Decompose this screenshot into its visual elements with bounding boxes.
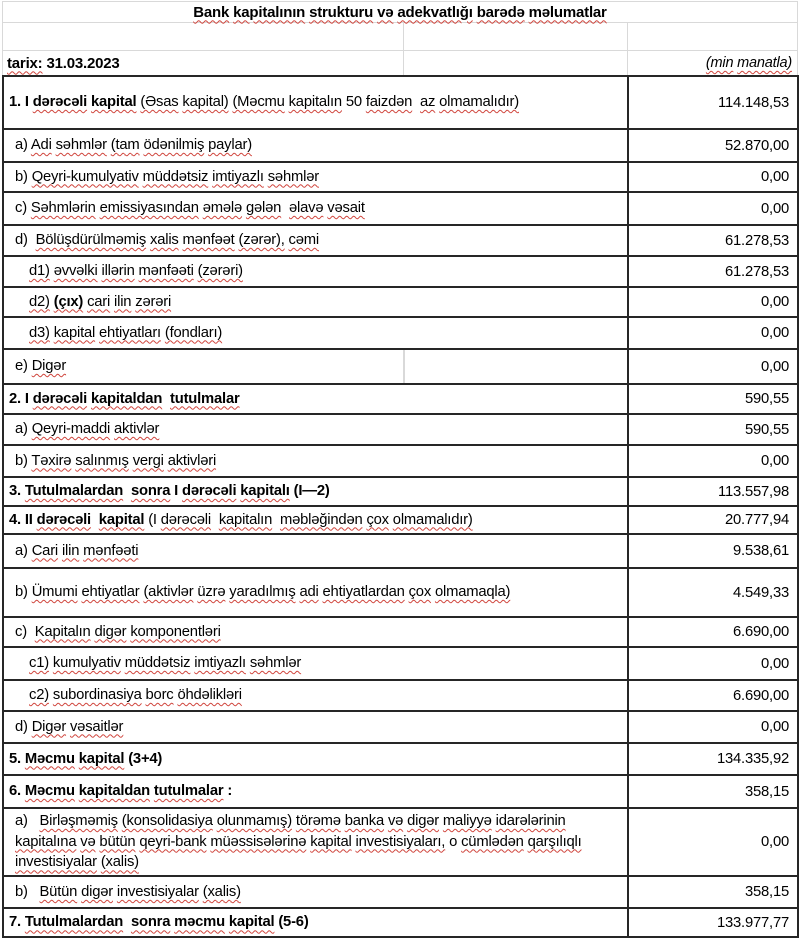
row-value: 9.538,61	[628, 534, 798, 568]
table-row	[3, 225, 798, 256]
row-value: 61.278,53	[628, 225, 798, 256]
header-cell-empty	[628, 23, 798, 51]
row-empty-cell	[404, 349, 628, 384]
table-row	[3, 647, 798, 680]
table-row	[3, 414, 798, 445]
row-value: 590,55	[628, 414, 798, 445]
table-row	[3, 617, 798, 647]
row-label: b) Ümumi ehtiyatlar (aktivlər üzrə yaradılmış adi ehtiyatlardan çox olmamaqla)	[3, 568, 628, 617]
row-label: 1. I dərəcəli kapital (Əsas kapital) (Məcmu kapitalın 50 faizdən az olmamalıdır)	[3, 76, 628, 129]
page-title: Bank kapitalının strukturu və adekvatlığı barədə məlumatlar	[3, 2, 798, 23]
row-value: 358,15	[628, 876, 798, 908]
row-label: a) Birləşməmiş (konsolidasiya olunmamış) törəmə banka və digər maliyyə idarələrinin kapitalına və bütün qeyri-bank müəssisələrinə kapital investisiyaları, o cümlədən qarşılıqlı investisiyalar (xalis)	[3, 808, 628, 876]
table-row	[3, 477, 798, 506]
table-row	[3, 256, 798, 287]
header-cell-empty	[404, 51, 628, 76]
row-value: 0,00	[628, 192, 798, 225]
table-row	[3, 908, 798, 937]
table-row	[3, 711, 798, 743]
row-label: 6. Məcmu kapitaldan tutulmalar :	[3, 775, 628, 808]
table-row	[3, 445, 798, 477]
row-value: 0,00	[628, 162, 798, 192]
row-label: c) Səhmlərin emissiyasından əmələ gələn əlavə vəsait	[3, 192, 628, 225]
table-row	[3, 534, 798, 568]
header-cell-empty	[404, 23, 628, 51]
date-row	[3, 51, 798, 76]
row-label: 4. II dərəcəli kapital (I dərəcəli kapitalın məbləğindən çox olmamalıdır)	[3, 506, 628, 534]
row-label: c) Kapitalın digər komponentləri	[3, 617, 628, 647]
row-value: 0,00	[628, 711, 798, 743]
table-row	[3, 775, 798, 808]
table-row	[3, 808, 798, 876]
row-value: 4.549,33	[628, 568, 798, 617]
row-label: a) Adi səhmlər (tam ödənilmiş paylar)	[3, 129, 628, 162]
row-label: 5. Məcmu kapital (3+4)	[3, 743, 628, 775]
table-row	[3, 349, 798, 384]
row-value: 6.690,00	[628, 617, 798, 647]
unit-note: (min manatla)	[628, 51, 798, 76]
row-label: 7. Tutulmalardan sonra məcmu kapital (5-6)	[3, 908, 628, 937]
row-label: b) Təxirə salınmış vergi aktivləri	[3, 445, 628, 477]
row-value: 590,55	[628, 384, 798, 414]
row-label: d2) (çıx) cari ilin zərəri	[3, 287, 628, 317]
row-label: 3. Tutulmalardan sonra I dərəcəli kapitalı (I—2)	[3, 477, 628, 506]
table-row	[3, 317, 798, 349]
row-value: 0,00	[628, 445, 798, 477]
row-value: 114.148,53	[628, 76, 798, 129]
table-row	[3, 76, 798, 129]
row-value: 0,00	[628, 647, 798, 680]
row-value: 0,00	[628, 808, 798, 876]
row-value: 0,00	[628, 349, 798, 384]
row-value: 20.777,94	[628, 506, 798, 534]
header-grid	[2, 1, 798, 76]
report-date: tarix: 31.03.2023	[3, 51, 404, 76]
row-value: 134.335,92	[628, 743, 798, 775]
table-row	[3, 129, 798, 162]
table-row	[3, 568, 798, 617]
row-label: d1) əvvəlki illərin mənfəəti (zərəri)	[3, 256, 628, 287]
row-value: 113.557,98	[628, 477, 798, 506]
row-value: 358,15	[628, 775, 798, 808]
row-value: 133.977,77	[628, 908, 798, 937]
table-row	[3, 506, 798, 534]
row-label: a) Cari ilin mənfəəti	[3, 534, 628, 568]
row-label: c2) subordinasiya borc öhdəlikləri	[3, 680, 628, 711]
row-label: b) Bütün digər investisiyalar (xalis)	[3, 876, 628, 908]
table-row	[3, 162, 798, 192]
row-label: d) Digər vəsaitlər	[3, 711, 628, 743]
row-label: a) Qeyri-maddi aktivlər	[3, 414, 628, 445]
table-row	[3, 384, 798, 414]
row-value: 61.278,53	[628, 256, 798, 287]
row-value: 52.870,00	[628, 129, 798, 162]
header-cell-empty	[3, 23, 404, 51]
capital-table	[2, 75, 799, 938]
table-row	[3, 743, 798, 775]
row-label: b) Qeyri-kumulyativ müddətsiz imtiyazlı səhmlər	[3, 162, 628, 192]
row-label: 2. I dərəcəli kapitaldan tutulmalar	[3, 384, 628, 414]
title-row	[3, 2, 798, 23]
spacer-row	[3, 23, 798, 51]
table-row	[3, 287, 798, 317]
row-value: 0,00	[628, 287, 798, 317]
row-label: d3) kapital ehtiyatları (fondları)	[3, 317, 628, 349]
row-value: 0,00	[628, 317, 798, 349]
row-label: c1) kumulyativ müddətsiz imtiyazlı səhmlər	[3, 647, 628, 680]
table-row	[3, 192, 798, 225]
row-label: e) Digər	[3, 349, 404, 384]
table-row	[3, 680, 798, 711]
table-row	[3, 876, 798, 908]
row-value: 6.690,00	[628, 680, 798, 711]
row-label: d) Bölüşdürülməmiş xalis mənfəət (zərər), cəmi	[3, 225, 628, 256]
